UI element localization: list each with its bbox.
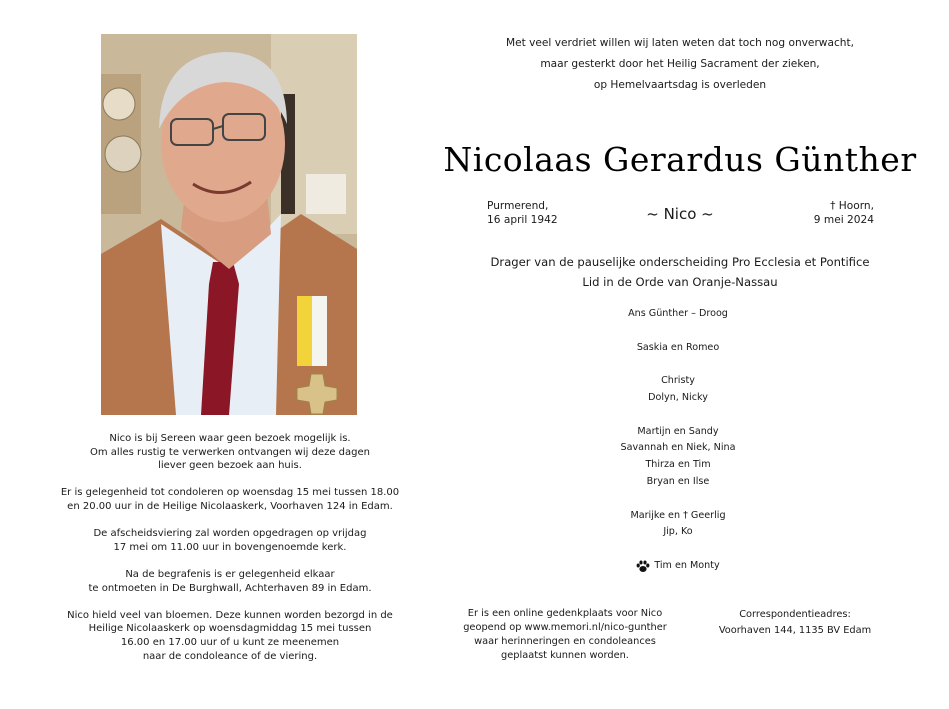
paw-icon bbox=[636, 560, 650, 573]
family-group: Martijn en Sandy Savannah en Niek, Nina Thirza en Tim Bryan en Ilse bbox=[620, 425, 736, 487]
visit-paragraph: Nico is bij Sereen waar geen bezoek mogelijk is. Om alles rustig te verwerken ontvangen wij deze dagen liever geen bezoek aan huis. bbox=[90, 433, 370, 472]
online-memorial: Er is een online gedenkplaats voor Nico geopend op www.memori.nl/nico-gunther waar herinneringen en condoleances geplaatst kunnen worden. bbox=[463, 608, 667, 661]
intro-text: Met veel verdriet willen wij laten weten dat toch nog onverwacht, maar gesterkt door het Heilig Sacrament der zieken, op Hemelvaartsdag is overleden bbox=[505, 37, 855, 91]
portrait-photo bbox=[101, 34, 357, 415]
family-list bbox=[578, 306, 778, 575]
farewell-paragraph: De afscheidsviering zal worden opgedragen op vrijdag 17 mei om 11.00 uur in bovengenoemde kerk. bbox=[93, 528, 367, 553]
family-group: Ans Günther – Droog bbox=[628, 308, 728, 319]
correspondence-address: Correspondentieadres: Voorhaven 144, 1135 BV Edam bbox=[718, 609, 872, 636]
condolence-paragraph: Er is gelegenheid tot condoleren op woensdag 15 mei tussen 18.00 en 20.00 uur in de Heilige Nicolaaskerk, Voorhaven 124 in Edam. bbox=[60, 487, 400, 512]
family-group: Christy Dolyn, Nicky bbox=[648, 375, 708, 403]
family-group: Marijke en † Geerlig Jip, Ko bbox=[630, 509, 726, 538]
deceased-name: Nicolaas Gerardus Günther bbox=[443, 140, 917, 179]
pets-line bbox=[578, 558, 778, 575]
birth-info: Purmerend, 16 april 1942 bbox=[487, 200, 558, 226]
portrait-illustration bbox=[101, 34, 357, 415]
family-group: Saskia en Romeo bbox=[636, 341, 720, 353]
funeral-details bbox=[60, 432, 400, 677]
death-info: † Hoorn, 9 mei 2024 bbox=[813, 200, 874, 226]
pets-names: Tim en Monty bbox=[654, 559, 720, 571]
nickname: ~ Nico ~ bbox=[646, 205, 714, 223]
burial-paragraph: Na de begrafenis is er gelegenheid elkaar te ontmoeten in De Burghwall, Achterhaven 89 in Edam. bbox=[88, 568, 372, 594]
honors-text: Drager van de pauselijke onderscheiding Pro Ecclesia et Pontifice Lid in de Orde van Oranje-Nassau bbox=[490, 255, 870, 289]
flowers-paragraph: Nico hield veel van bloemen. Deze kunnen worden bezorgd in de Heilige Nicolaaskerk op woensdagmiddag 15 mei tussen 16.00 en 17.00 uur of u kunt ze meenemen naar de condoleance of de viering. bbox=[67, 609, 393, 662]
